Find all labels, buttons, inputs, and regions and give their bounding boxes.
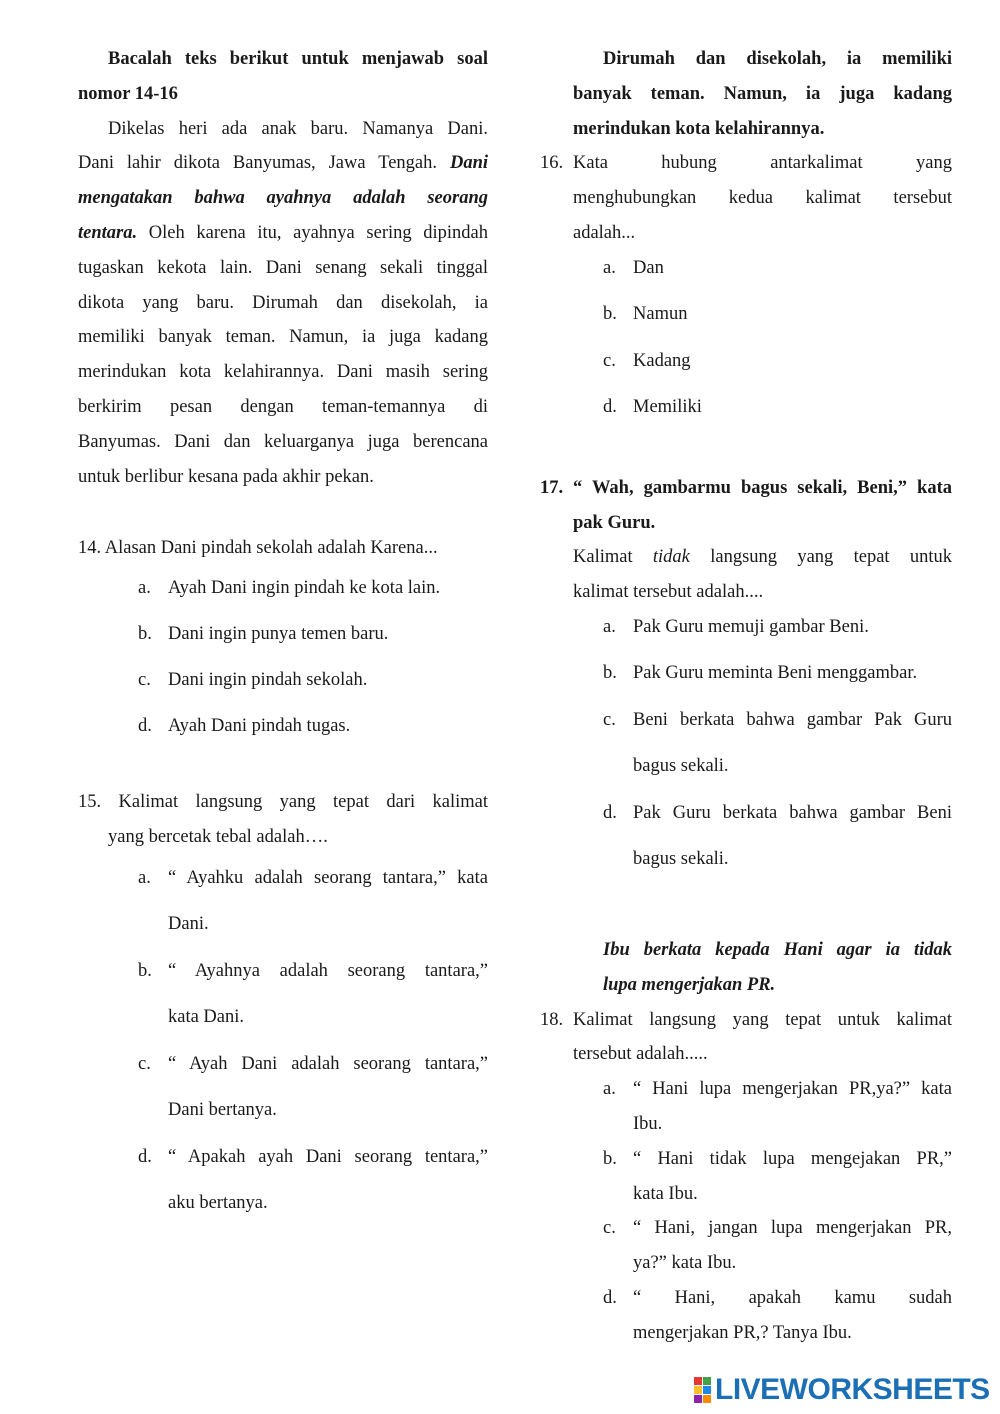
- instruction-line-1: Bacalah teks berikut untuk menjawab soal: [108, 49, 488, 69]
- italic-word: tidak: [652, 547, 690, 568]
- option-label: c.: [603, 709, 616, 730]
- question-number: 18.: [540, 1009, 564, 1030]
- question-number: 16.: [540, 153, 564, 174]
- option-label: a.: [603, 257, 616, 278]
- option-text: Namun: [633, 304, 688, 325]
- option-a[interactable]: [603, 245, 952, 292]
- option-text: kata Dani.: [168, 1007, 245, 1028]
- option-a[interactable]: [603, 604, 952, 651]
- bold-sentence: tentara.: [78, 222, 138, 243]
- bold-sentence: mengatakan bahwa ayahnya adalah seorang: [78, 188, 488, 209]
- option-text: “ Hani, jangan lupa mengerjakan PR,: [633, 1218, 952, 1239]
- option-c[interactable]: [603, 697, 952, 790]
- option-text: Beni berkata bahwa gambar Pak Guru: [633, 709, 952, 730]
- option-label: a.: [138, 867, 151, 888]
- quote-line: merindukan kota kelahirannya.: [573, 118, 825, 139]
- option-label: d.: [138, 716, 152, 737]
- option-label: a.: [603, 1079, 616, 1100]
- option-label: b.: [138, 960, 152, 981]
- question-text-part: langsung yang tepat untuk: [710, 547, 953, 568]
- option-c[interactable]: [603, 1211, 952, 1281]
- option-label: c.: [603, 1218, 616, 1239]
- passage-line: merindukan kota kelahirannya. Dani masih sering: [78, 362, 488, 383]
- bold-sentence: Dani: [449, 153, 488, 174]
- option-text: Ayah Dani pindah tugas.: [168, 716, 351, 737]
- question-text: Kalimat langsung yang tepat untuk kalimat: [573, 1009, 952, 1030]
- option-text: Dan: [633, 257, 664, 278]
- question-text: [573, 540, 952, 575]
- option-d[interactable]: [603, 384, 952, 431]
- left-column: [78, 42, 488, 1227]
- liveworksheets-logo: [694, 1374, 990, 1406]
- quote-line: Ibu berkata kepada Hani agar ia tidak: [603, 939, 952, 960]
- option-text: bagus sekali.: [633, 849, 729, 870]
- option-text: Kadang: [633, 350, 691, 371]
- option-label: a.: [138, 578, 151, 599]
- option-text: Pak Guru berkata bahwa gambar Beni: [633, 802, 952, 823]
- logo-block: [694, 1386, 702, 1394]
- option-b[interactable]: [138, 611, 488, 657]
- option-d[interactable]: [603, 790, 952, 883]
- option-text: Ayah Dani ingin pindah ke kota lain.: [168, 578, 441, 599]
- logo-block: [694, 1395, 702, 1403]
- passage-line: berkirim pesan dengan teman-temannya di: [78, 396, 488, 417]
- question-text: Kata hubung antarkalimat yang: [573, 153, 952, 174]
- option-label: b.: [603, 663, 617, 684]
- option-text: “ Ayahnya adalah seorang tantara,”: [168, 960, 488, 981]
- passage-line: [78, 146, 488, 181]
- option-text: Dani.: [168, 914, 209, 935]
- passage-line: tugaskan kekota lain. Dani senang sekali tinggal: [78, 257, 488, 278]
- reading-passage: [78, 112, 488, 495]
- option-label: d.: [603, 397, 617, 418]
- question-text: kalimat tersebut adalah....: [573, 582, 764, 603]
- logo-grid-icon: [694, 1377, 711, 1403]
- question-17: [540, 471, 952, 883]
- passage-line: Dikelas heri ada anak baru. Namanya Dani.: [108, 118, 488, 139]
- logo-block: [703, 1377, 711, 1385]
- question-text-part: Kalimat: [573, 547, 633, 568]
- option-text: Memiliki: [633, 397, 702, 418]
- question-text: menghubungkan kedua kalimat tersebut: [573, 188, 952, 209]
- question-text: yang bercetak tebal adalah….: [108, 827, 328, 848]
- option-a[interactable]: [603, 1072, 952, 1142]
- option-b[interactable]: [138, 948, 488, 1041]
- option-label: c.: [603, 350, 616, 371]
- passage-line: memiliki banyak teman. Namun, ia juga kadang: [78, 327, 488, 348]
- option-label: a.: [603, 616, 616, 637]
- quote-line: banyak teman. Namun, ia juga kadang: [573, 83, 952, 104]
- option-b[interactable]: [603, 1142, 952, 1212]
- passage-line: [78, 216, 488, 251]
- option-label: c.: [138, 1053, 151, 1074]
- logo-block: [694, 1377, 702, 1385]
- option-label: d.: [603, 1287, 617, 1308]
- option-label: d.: [603, 802, 617, 823]
- option-text: ya?” kata Ibu.: [633, 1253, 737, 1274]
- option-d[interactable]: [603, 1281, 952, 1351]
- option-text: aku bertanya.: [168, 1193, 268, 1214]
- option-text: mengerjakan PR,? Tanya Ibu.: [633, 1322, 852, 1343]
- question-text: tersebut adalah.....: [573, 1044, 708, 1065]
- option-text: “ Ayah Dani adalah seorang tantara,”: [168, 1053, 488, 1074]
- quote-line: “ Wah, gambarmu bagus sekali, Beni,” kata: [573, 477, 952, 498]
- quote-16: [540, 42, 952, 146]
- passage-text: Dani lahir dikota Banyumas, Jawa Tengah.: [78, 153, 437, 174]
- option-text: Pak Guru memuji gambar Beni.: [633, 616, 869, 637]
- option-text: kata Ibu.: [633, 1183, 698, 1204]
- option-text: “ Hani, apakah kamu sudah: [633, 1287, 952, 1308]
- quote-line: Dirumah dan disekolah, ia memiliki: [603, 49, 952, 69]
- option-d[interactable]: [138, 1134, 488, 1227]
- option-text: “ Ayahku adalah seorang tantara,” kata: [168, 867, 488, 888]
- quote-line: lupa mengerjakan PR.: [603, 974, 776, 995]
- option-a[interactable]: [138, 565, 488, 611]
- question-14: [78, 531, 488, 749]
- option-text: bagus sekali.: [633, 756, 729, 777]
- right-column: [540, 42, 952, 1351]
- option-c[interactable]: [138, 1041, 488, 1134]
- option-text: Dani ingin punya temen baru.: [168, 624, 389, 645]
- option-text: Dani bertanya.: [168, 1100, 277, 1121]
- option-text: Dani ingin pindah sekolah.: [168, 670, 368, 691]
- option-text: “ Hani lupa mengerjakan PR,ya?” kata: [633, 1079, 952, 1100]
- quote-line: pak Guru.: [573, 512, 656, 533]
- option-c[interactable]: [138, 657, 488, 703]
- option-c[interactable]: [603, 338, 952, 385]
- option-text: Pak Guru meminta Beni menggambar.: [633, 663, 918, 684]
- option-b[interactable]: [603, 650, 952, 697]
- option-label: b.: [138, 624, 152, 645]
- option-text: “ Hani tidak lupa mengejakan PR,”: [633, 1148, 952, 1169]
- logo-block: [703, 1395, 711, 1403]
- question-text: adalah...: [573, 222, 636, 243]
- option-label: c.: [138, 670, 151, 691]
- passage-line: dikota yang baru. Dirumah dan disekolah, ia: [78, 292, 488, 313]
- option-label: b.: [603, 1148, 617, 1169]
- passage-line: Banyumas. Dani dan keluarganya juga berencana: [78, 431, 488, 452]
- option-text: Ibu.: [633, 1113, 663, 1134]
- passage-text: Oleh karena itu, ayahnya sering dipindah: [148, 222, 489, 243]
- passage-line: untuk berlibur kesana pada akhir pekan.: [78, 466, 374, 487]
- option-label: b.: [603, 304, 617, 325]
- option-b[interactable]: [603, 291, 952, 338]
- question-15: [78, 785, 488, 1227]
- question-text: 14. Alasan Dani pindah sekolah adalah Karena...: [78, 538, 438, 559]
- question-number: 17.: [540, 477, 564, 498]
- option-d[interactable]: [138, 703, 488, 749]
- reading-instruction: [78, 42, 488, 112]
- instruction-line-2: nomor 14-16: [78, 83, 178, 104]
- question-18: [540, 1003, 952, 1351]
- logo-text: LIVEWORKSHEETS: [715, 1373, 990, 1406]
- logo-block: [703, 1386, 711, 1394]
- question-text: 15. Kalimat langsung yang tepat dari kalimat: [78, 792, 488, 813]
- option-a[interactable]: [138, 855, 488, 948]
- question-16: [540, 146, 952, 430]
- quote-18: [540, 933, 952, 1003]
- option-text: “ Apakah ayah Dani seorang tentara,”: [168, 1146, 488, 1167]
- option-label: d.: [138, 1146, 152, 1167]
